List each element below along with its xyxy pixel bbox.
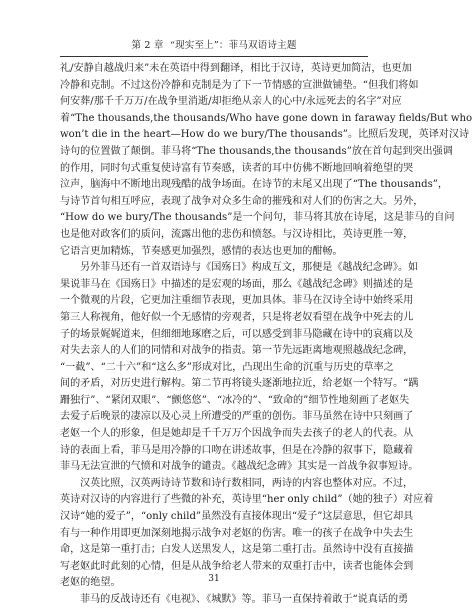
text-line: 一个微观的片段，它更加注重细节表现，更加具体。菲马在汉诗全诗中始终采用 <box>60 295 414 307</box>
text-line: 的作用，同时句式重复使诗富有节奏感，读者的耳中仿佛不断地回响着绝望的哭 <box>60 162 414 174</box>
text-line: 汉诗“她的爱子”，“only child”虽然没有直接体现出“爱子”这层意思，但它却具 <box>60 511 414 523</box>
text-line: 另外菲马还有一首双语诗与《国殇日》构成互文，那便是《越战纪念碑》。如 <box>80 262 419 274</box>
text-line: 英诗对汉诗的内容进行了些微的补充，英诗里“her only child”（她的独子）对应着 <box>60 494 434 506</box>
text-line: 子的场景娓娓道来，但细细地琢磨之后，可以感受到菲马隐藏在诗中的哀痛以及 <box>60 328 414 340</box>
text-line: 菲马无法宣泄的气愤和对战争的谴责。《越战纪念碑》其实是一首战争叙事短诗。 <box>60 461 419 473</box>
text-line: 着“The thousands,the thousands/Who have gone down in faraway fields/But who <box>60 112 472 124</box>
text-line: 写老妪此时此刻的心情，但是从战争给老人带来的双重打击中，读者也能体会到 <box>60 560 414 572</box>
text-line: 去爱子后晚景的凄凉以及心灵上所遭受的严重的创伤。菲马虽然在诗中只刻画了 <box>60 411 414 423</box>
text-line: 与诗节首句相互呼应，表现了战争对众多生命的摧残和对人们的伤害之大。另外， <box>60 195 424 207</box>
text-line: won’t die in the heart—How do we bury/The thousands”。比照后发现，英译对汉诗 <box>60 129 470 141</box>
text-line: 命，这是第一重打击；白发人送黑发人，这是第二重打击。虽然诗中没有直接描 <box>60 544 414 556</box>
text-line: 跚独行”、“紧闭双眼”、“颤悠悠”、“冰冷的”、“致命的”细节性地刻画了老妪失 <box>60 394 410 406</box>
text-line: 第三人称视角，他好似一个无感情的旁观者，只是将老奴看望在战争中死去的儿 <box>60 311 414 323</box>
text-line: 礼/安静自越战归来”未在英语中得到翻译，相比于汉诗，英诗更加简洁，也更加 <box>60 63 412 74</box>
text-line: 老妪一个人的形象，但是她却是千千万万个因战争而失去孩子的老人的代表。从 <box>60 428 414 440</box>
text-line: “How do we bury/The thousands”是一个问句，菲马将其放在诗尾，这是菲马的自问 <box>60 212 455 224</box>
chapter-title: “现实至上”：菲马双语诗主题 <box>170 40 297 51</box>
text-line: 泣声，脑海中不断地出现残酷的战争场面。在诗节的末尾又出现了“The thousands”， <box>60 179 449 191</box>
page-number: 31 <box>208 574 220 584</box>
chapter-number: 第 2 章 <box>131 40 164 51</box>
text-line: 汉英比照，汉英两诗诗节数和诗行数相同，两诗的内容也整体对应。不过， <box>80 477 414 489</box>
text-line: 它语言更加精炼，节奏感更加强烈，感情的表达也更加的酣畅。 <box>60 245 343 257</box>
header-rule <box>60 56 368 57</box>
text-line: 老妪的绝望。 <box>60 577 121 589</box>
text-line: 间的矛盾，对历史进行解构。第二节再将镜头逐渐地拉近，给老妪一个特写。“蹒 <box>60 378 419 390</box>
text-line: 何安葬/那千千万万/在战争里消逝/却拒绝从亲人的心中/永远死去的名字”对应 <box>60 96 402 108</box>
text-line: 诗的表面上看，菲马是用冷静的口吻在讲述故事，但是在冷静的叙事下，隐藏着 <box>60 444 414 456</box>
text-line: 冷静和克制。不过这份冷静和克制是为了下一节情感的宣泄做铺垫。“但我们将如 <box>60 79 419 91</box>
body-text <box>60 61 472 609</box>
text-line: 对失去亲人的人们的同情和对战争的指责。第一节先远距离地观照越战纪念碑， <box>60 345 414 357</box>
running-header <box>60 40 368 52</box>
text-line: 也是他对政客们的质问，流露出他的悲伤和愤怒。与汉诗相比，英诗更胜一筹， <box>60 228 414 240</box>
text-line: 诗句的位置做了颠倒。菲马将“The thousands,the thousands”放在首句起到突出强调 <box>60 145 453 157</box>
text-line: 有与一种作用即更加深刻地揭示战争对老妪的伤害。唯一的孩子在战争中失去生 <box>60 527 414 539</box>
text-line: 果说菲马在《国殇日》中描述的是宏观的场面，那么《越战纪念碑》则描述的是 <box>60 278 414 290</box>
text-line: “一截”、“二十六”和“这么多”形成对比，凸现出生命的沉重与历史的草率之 <box>60 361 394 373</box>
text-line: 菲马的反战诗还有《电视》、《城默》等。菲马一直保持着敢于“说真话的勇 <box>80 594 409 605</box>
